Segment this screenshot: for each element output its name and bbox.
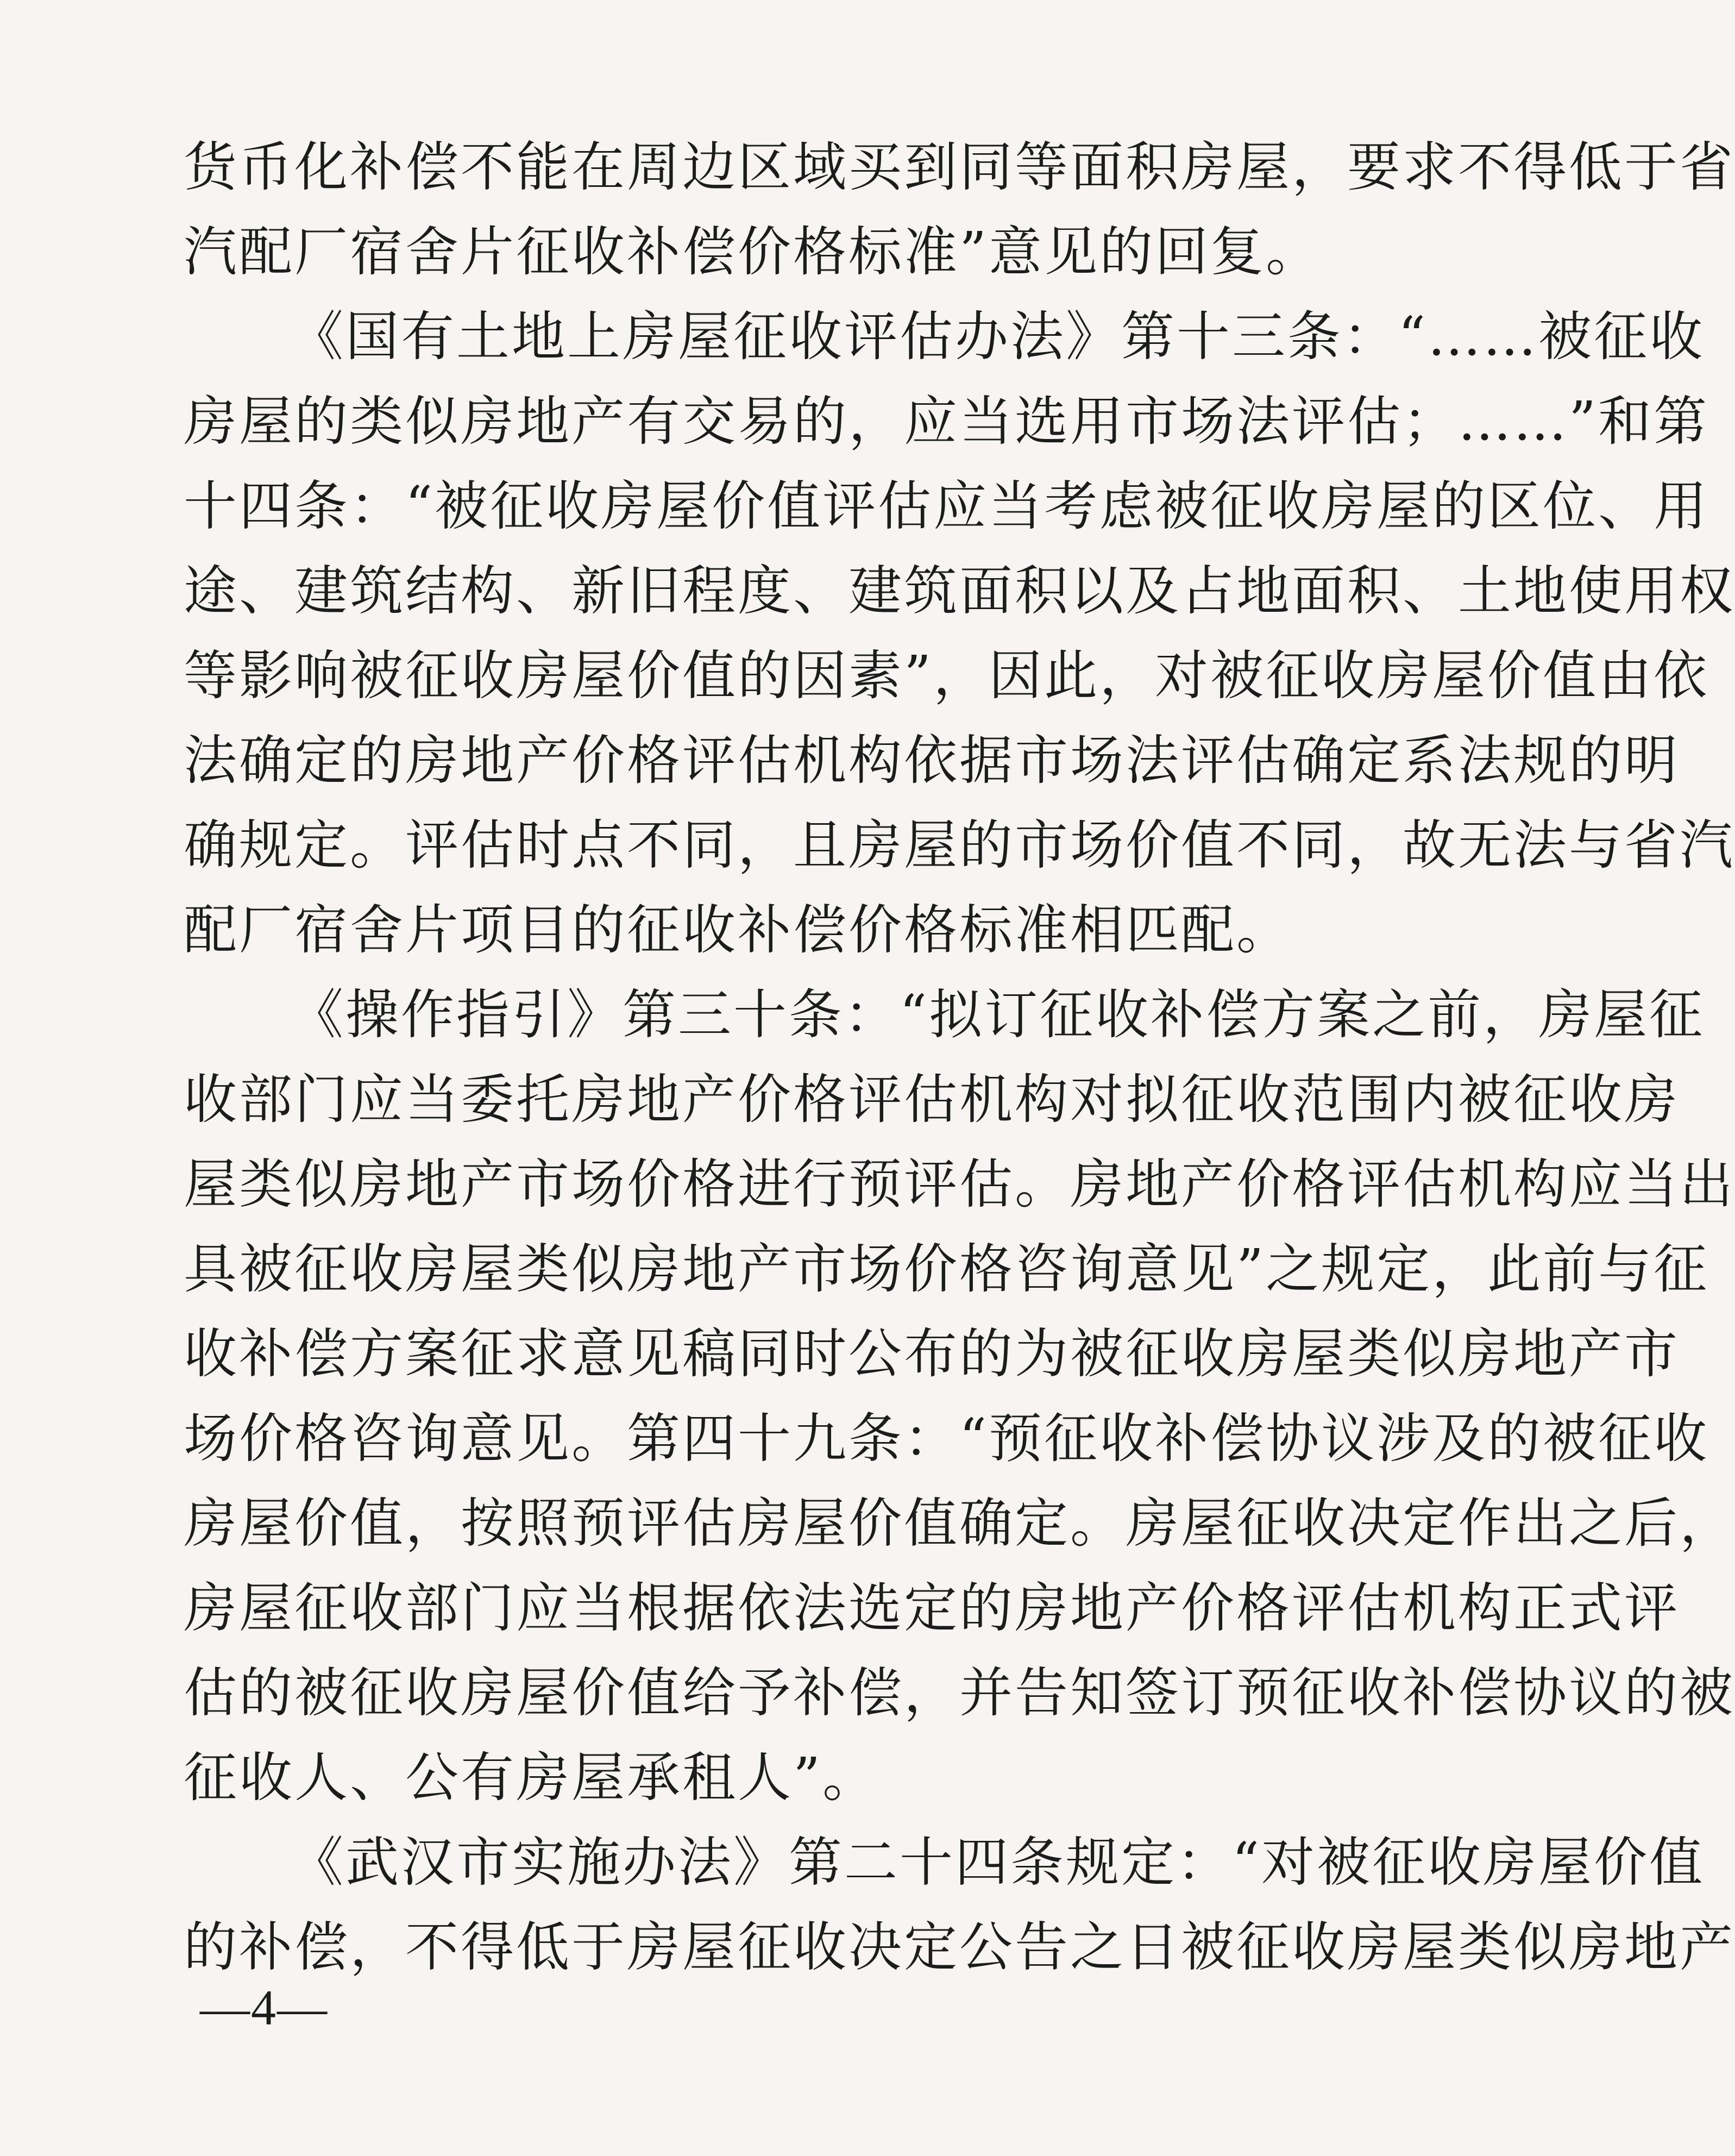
- text-line: 《武汉市实施办法》第二十四条规定：“对被征收房屋价值: [290, 1832, 1705, 1894]
- text-line: 确规定。评估时点不同，且房屋的市场价值不同，故无法与省汽: [184, 814, 1735, 876]
- text-line: 途、建筑结构、新旧程度、建筑面积以及占地面积、土地使用权: [184, 560, 1735, 622]
- text-line: 汽配厂宿舍片征收补偿价格标准”意见的回复。: [184, 221, 1322, 283]
- text-line: 配厂宿舍片项目的征收补偿价格标准相匹配。: [184, 899, 1292, 961]
- text-line: 屋类似房地产市场价格进行预评估。房地产价格评估机构应当出: [184, 1154, 1735, 1215]
- text-line: 收补偿方案征求意见稿同时公布的为被征收房屋类似房地产市: [184, 1323, 1680, 1385]
- text-line: 房屋价值，按照预评估房屋价值确定。房屋征收决定作出之后，: [184, 1493, 1735, 1555]
- text-line: 场价格咨询意见。第四十九条：“预征收补偿协议涉及的被征收: [184, 1408, 1709, 1470]
- text-line: 的补偿，不得低于房屋征收决定公告之日被征收房屋类似房地产: [184, 1916, 1735, 1978]
- text-line: 房屋的类似房地产有交易的，应当选用市场法评估；……”和第: [184, 391, 1709, 453]
- text-line: 十四条：“被征收房屋价值评估应当考虑被征收房屋的区位、用: [184, 475, 1709, 537]
- text-line: 《操作指引》第三十条：“拟订征收补偿方案之前，房屋征: [290, 984, 1705, 1046]
- body-text: [184, 125, 1735, 1990]
- text-line: 收部门应当委托房地产价格评估机构对拟征收范围内被征收房: [184, 1069, 1680, 1131]
- text-line: 房屋征收部门应当根据依法选定的房地产价格评估机构正式评: [184, 1577, 1680, 1639]
- page-number: —4—: [200, 1980, 328, 2035]
- text-line: 估的被征收房屋价值给予补偿，并告知签订预征收补偿协议的被: [184, 1662, 1735, 1724]
- text-line: 等影响被征收房屋价值的因素”，因此，对被征收房屋价值由依: [184, 645, 1709, 707]
- text-line: 货币化补偿不能在周边区域买到同等面积房屋，要求不得低于省: [184, 136, 1735, 198]
- text-line: 征收人、公有房屋承租人”。: [184, 1747, 878, 1809]
- text-line: 法确定的房地产价格评估机构依据市场法评估确定系法规的明: [184, 730, 1680, 792]
- text-line: 具被征收房屋类似房地产市场价格咨询意见”之规定，此前与征: [184, 1238, 1709, 1300]
- text-line: 《国有土地上房屋征收评估办法》第十三条：“……被征收: [290, 306, 1705, 368]
